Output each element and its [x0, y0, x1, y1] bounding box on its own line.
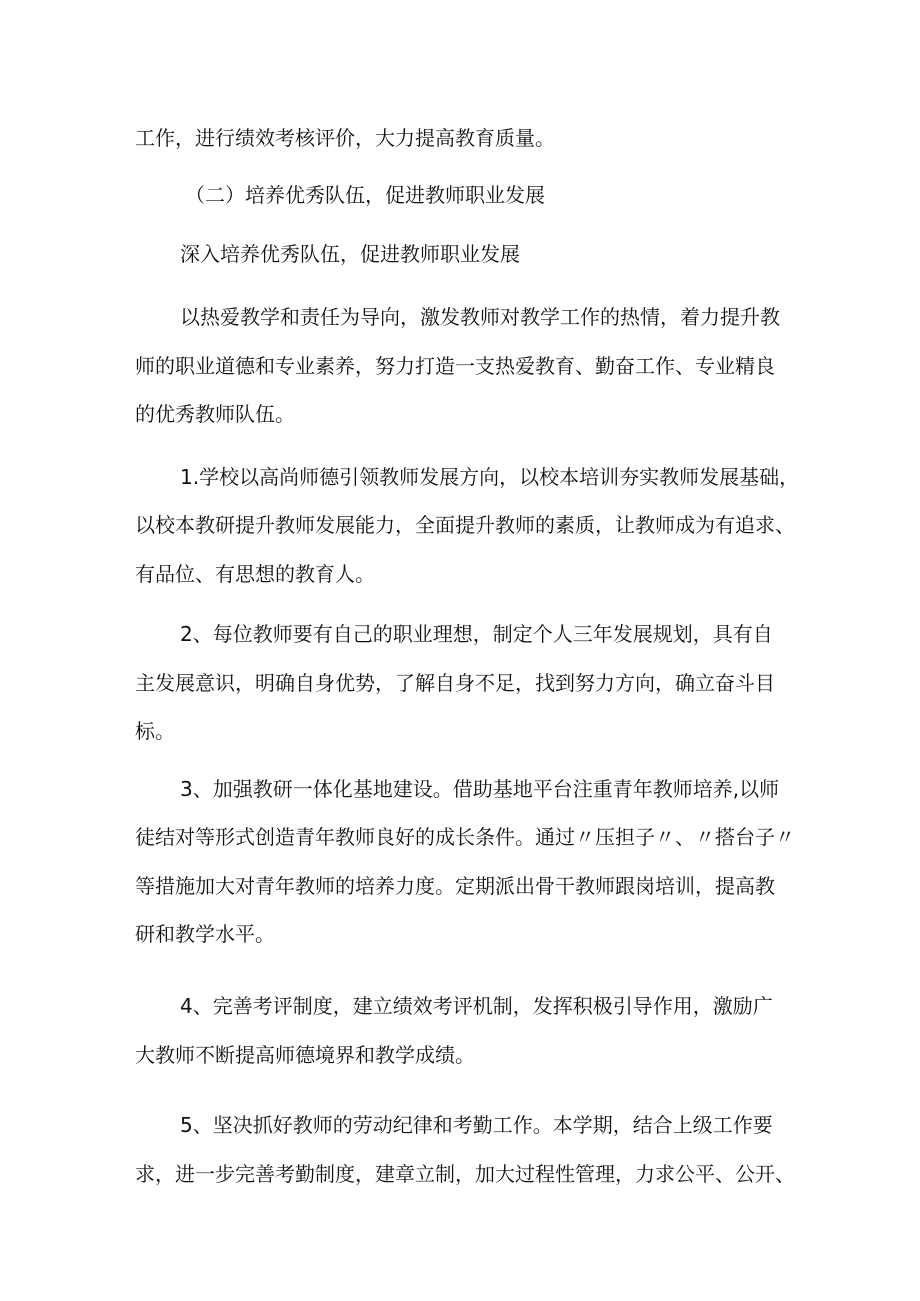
list-item-3-line: 3、加强教研一体化基地建设。借助基地平台注重青年教师培养,以师: [180, 777, 780, 801]
list-item-2-line: 主发展意识，明确自身优势，了解自身不足，找到努力方向，确立奋斗目: [135, 671, 775, 695]
list-item-4-line: 4、完善考评制度，建立绩效考评机制，发挥积极引导作用，激励广: [180, 994, 773, 1018]
list-item-3-line: 等措施加大对青年教师的培养力度。定期派出骨干教师跟岗培训，提高教: [135, 874, 775, 898]
subheading: 深入培养优秀队伍，促进教师职业发展: [180, 242, 520, 266]
list-item-4-line: 大教师不断提高师德境界和教学成绩。: [135, 1043, 475, 1067]
list-item-3-line: 研和教学水平。: [135, 922, 275, 946]
text-line: 师的职业道德和专业素养，努力打造一支热爱教育、勤奋工作、专业精良: [135, 354, 775, 378]
list-item-5-line: 5、坚决抓好教师的劳动纪律和考勤工作。本学期，结合上级工作要: [180, 1113, 773, 1137]
list-item-3-line: 徒结对等形式创造青年教师良好的成长条件。通过〃压担子〃、〃搭台子〃: [135, 825, 795, 849]
text-line: 以热爱教学和责任为导向，激发教师对教学工作的热情，着力提升教: [180, 305, 780, 329]
list-item-1-line: 1.学校以高尚师德引领教师发展方向，以校本培训夯实教师发展基础，: [180, 465, 800, 489]
section-heading: （二）培养优秀队伍，促进教师职业发展: [185, 183, 545, 207]
text-line: 的优秀教师队伍。: [135, 402, 295, 426]
list-item-2-line: 2、每位教师要有自己的职业理想，制定个人三年发展规划，具有自: [180, 622, 773, 646]
text-line: 工作，进行绩效考核评价，大力提高教育质量。: [135, 126, 555, 150]
list-item-2-line: 标。: [135, 719, 175, 743]
list-item-1-line: 有品位、有思想的教育人。: [135, 562, 375, 586]
list-item-5-line: 求，进一步完善考勤制度，建章立制，加大过程性管理，力求公平、公开、: [135, 1162, 795, 1186]
list-item-1-line: 以校本教研提升教师发展能力，全面提升教师的素质，让教师成为有追求、: [135, 513, 795, 537]
